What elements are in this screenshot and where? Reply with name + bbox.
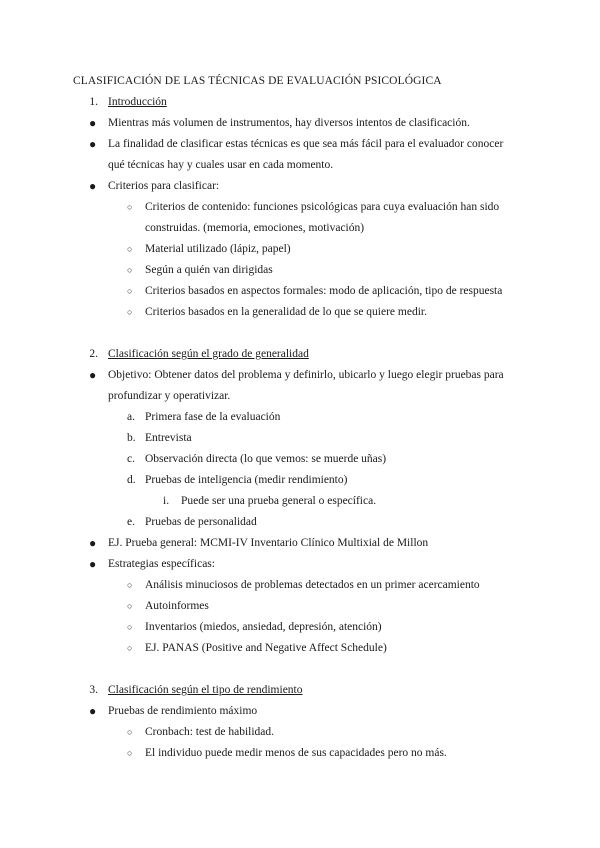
circle-bullet-icon: ○: [127, 601, 133, 611]
section-1-number: 1.: [89, 96, 98, 108]
circle-bullet-icon: ○: [127, 622, 133, 632]
section-2-heading: Clasificación según el grado de generalidad: [108, 348, 309, 360]
sub-list-item: Criterios de contenido: funciones psicológicas para cuya evaluación han sido: [145, 201, 500, 213]
sub-list-item: Material utilizado (lápiz, papel): [145, 243, 291, 255]
circle-bullet-icon: ○: [127, 286, 133, 296]
sub-list-item: El individuo puede medir menos de sus capacidades pero no más.: [145, 747, 447, 759]
sub-list-item: Según a quién van dirigidas: [145, 264, 273, 276]
bullet-icon: ●: [89, 116, 97, 130]
bullet-icon: ●: [89, 368, 97, 382]
lettered-item: Pruebas de inteligencia (medir rendimiento): [145, 474, 348, 486]
roman-marker: i.: [163, 495, 170, 507]
list-item: EJ. Prueba general: MCMI-IV Inventario Clínico Multixial de Millon: [108, 537, 429, 549]
lettered-marker: c.: [127, 453, 135, 465]
list-item: Criterios para clasificar:: [108, 180, 220, 192]
roman-item: Puede ser una prueba general o específica.: [181, 495, 377, 507]
lettered-item: Entrevista: [145, 432, 192, 444]
circle-bullet-icon: ○: [127, 748, 133, 758]
section-3-heading: Clasificación según el tipo de rendimiento: [108, 684, 303, 696]
section-1-heading: Introducción: [108, 96, 167, 108]
sub-list-item: Criterios basados en aspectos formales: modo de aplicación, tipo de respuesta: [145, 285, 503, 297]
list-item-continuation: profundizar y operativizar.: [108, 390, 231, 402]
sub-list-item: Autoinformes: [145, 600, 209, 612]
list-item: Objetivo: Obtener datos del problema y definirlo, ubicarlo y luego elegir pruebas para: [108, 369, 504, 381]
lettered-marker: d.: [127, 474, 136, 486]
circle-bullet-icon: ○: [127, 580, 133, 590]
list-item: Estrategias específicas:: [108, 558, 215, 570]
lettered-item: Pruebas de personalidad: [145, 516, 257, 528]
list-item-continuation: qué técnicas hay y cuales usar en cada momento.: [108, 159, 334, 171]
section-3-number: 3.: [89, 684, 98, 696]
bullet-icon: ●: [89, 536, 97, 550]
circle-bullet-icon: ○: [127, 202, 133, 212]
bullet-icon: ●: [89, 557, 97, 571]
circle-bullet-icon: ○: [127, 643, 133, 653]
section-2-number: 2.: [89, 348, 98, 360]
circle-bullet-icon: ○: [127, 265, 133, 275]
sub-list-item: Análisis minuciosos de problemas detectados en un primer acercamiento: [145, 579, 480, 591]
list-item: Pruebas de rendimiento máximo: [108, 705, 258, 717]
lettered-marker: e.: [127, 516, 135, 528]
lettered-marker: b.: [127, 432, 136, 444]
lettered-item: Primera fase de la evaluación: [145, 411, 281, 423]
bullet-icon: ●: [89, 179, 97, 193]
list-item: Mientras más volumen de instrumentos, hay diversos intentos de clasificación.: [108, 117, 470, 129]
sub-list-item: Criterios basados en la generalidad de lo que se quiere medir.: [145, 306, 427, 318]
lettered-item: Observación directa (lo que vemos: se muerde uñas): [145, 453, 387, 465]
lettered-marker: a.: [127, 411, 135, 423]
sub-list-item: EJ. PANAS (Positive and Negative Affect Schedule): [145, 642, 387, 654]
circle-bullet-icon: ○: [127, 307, 133, 317]
sub-list-item: Cronbach: test de habilidad.: [145, 726, 275, 738]
list-item: La finalidad de clasificar estas técnicas es que sea más fácil para el evaluador conocer: [108, 138, 504, 150]
circle-bullet-icon: ○: [127, 244, 133, 254]
bullet-icon: ●: [89, 704, 97, 718]
circle-bullet-icon: ○: [127, 727, 133, 737]
sub-list-item: Inventarios (miedos, ansiedad, depresión, atención): [145, 621, 382, 633]
bullet-icon: ●: [89, 137, 97, 151]
sub-list-item-continuation: construidas. (memoria, emociones, motivación): [145, 222, 365, 234]
document-title: CLASIFICACIÓN DE LAS TÉCNICAS DE EVALUACIÓN PSICOLÓGICA: [73, 75, 442, 87]
